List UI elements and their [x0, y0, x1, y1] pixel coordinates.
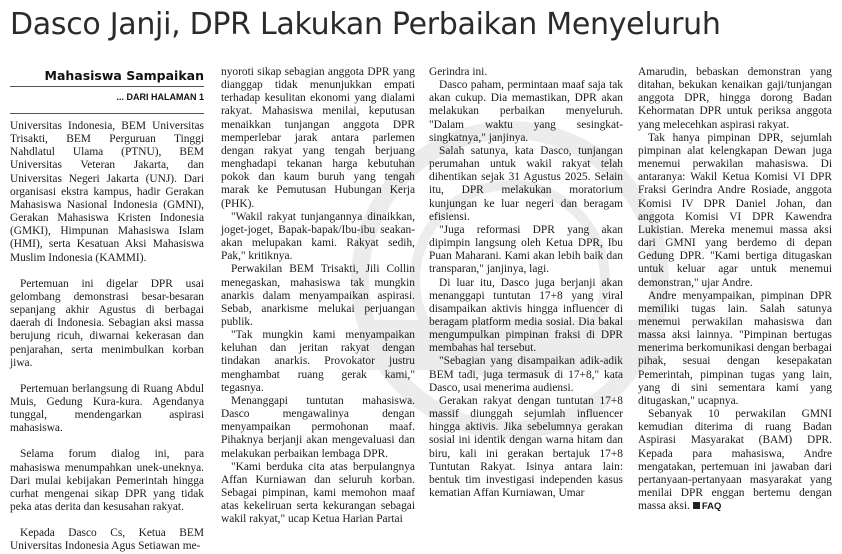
column-2: [221, 66, 415, 530]
jump-divider: [10, 113, 204, 114]
paragraph: Pertemuan ini digelar DPR usai gelombang demonstrasi besar-besaran sepanjang akhir Agustus di berbagai daerah di Indonesia. Sebagian aksi massa berujung ricuh, diwarnai kekerasan dan penjarahan, serta menimbulkan korban jiwa.: [10, 277, 204, 369]
paragraph: Universitas Indonesia, BEM Universitas Trisakti, BEM Perguruan Tinggi Nahdlatul Ulama (PTNU), BEM Universitas Veteran Jakarta, dan Universitas Negeri Jakarta (UNJ). Dari organisasi ekstra kampus, hadir Gerakan Mahasiswa Nasional Indonesia (GMNI), Gerakan Mahasiswa Kristen Indonesia (GMKI), Himpunan Mahasiswa Islam (HMI), serta Kesatuan Aksi Mahasiswa Muslim Indonesia (KAMMI).: [10, 120, 204, 264]
column-1: [10, 120, 204, 553]
paragraph: Selama forum dialog ini, para mahasiswa menumpahkan unek-uneknya. Dari mulai kebijakan Pemerintah hingga curhat mengenai sikap DPR yang tidak peka atas derita dan kesusahan rakyat.: [10, 448, 204, 514]
paragraph: Salah satunya, kata Dasco, tunjangan perumahan untuk wakil rakyat telah dihentikan sejak 31 Agustus 2025. Selain itu, DPR melakukan moratorium kunjungan ke luar negeri dan beragam efisiensi.: [429, 144, 623, 223]
paragraph: Menanggapi tuntutan mahasiswa. Dasco mengawalinya dengan menyampaikan permohonan maaf. Pihaknya berjanji akan mengevaluasi dan melakukan perbaikan lembaga DPR.: [221, 394, 415, 460]
kicker-divider: [10, 86, 204, 87]
paragraph: Pertemuan berlangsung di Ruang Abdul Muis, Gedung Kura-kura. Agendanya tunggal, mendengarkan aspirasi mahasiswa.: [10, 382, 204, 435]
author-signature: FAQ: [701, 501, 722, 513]
headline: Dasco Janji, DPR Lakukan Perbaikan Menyeluruh: [10, 7, 721, 42]
paragraph: "Sebagian yang disampaikan adik-adik BEM tadi, juga termasuk di 17+8," kata Dasco, usai menerima audiensi.: [429, 355, 623, 394]
paragraph: Gerakan rakyat dengan tuntutan 17+8 massif diunggah sejumlah influencer hingga aktivis. Jika sebelumnya gerakan sosial ini identik dengan warna hitam dan biru, kali ini gerakan bertajuk 17+8 Tuntutan Rakyat. Isinya antara lain: bentuk tim investigasi independen kasus kematian Affan Kurniawan, Umar: [429, 394, 623, 499]
paragraph: Amarudin, bebaskan demonstran yang ditahan, bekukan kenaikan gaji/tunjangan anggota DPR, hingga dorong Badan Kehormatan DPR untuk periksa anggota yang melecehkan aspirasi rakyat.: [638, 66, 832, 131]
paragraph: Tak hanya pimpinan DPR, sejumlah pimpinan alat kelengkapan Dewan juga menemui perwakilan mahasiswa. Di antaranya: Wakil Ketua Komisi VI DPR Fraksi Gerindra Andre Rosiade, anggota Komisi IV DPR Daniel Johan, dan anggota Komisi VI DPR Kawendra Lukistian. Mereka menemui massa aksi dari GMNI yang berdemo di depan Gedung DPR. "Kami bertiga ditugaskan untuk keluar agar untuk menemui demonstran," ujar Andre.: [638, 131, 832, 289]
paragraph: [638, 408, 832, 513]
paragraph: "Wakil rakyat tunjangannya dinaikkan, joget-joget, Bapak-bapak/Ibu-ibu seakan-akan melupakan kami. Rakyat sedih, Pak," kritiknya.: [221, 210, 415, 263]
paragraph: Kepada Dasco Cs, Ketua BEM Universitas Indonesia Agus Setiawan me-: [10, 527, 204, 553]
paragraph: Perwakilan BEM Trisakti, Jili Collin menegaskan, mahasiswa tak mungkin anarkis dalam menyampaikan aspirasi. Sebab, anarkisme melukai perjuangan publik.: [221, 263, 415, 328]
column-3: [429, 66, 623, 530]
paragraph: Gerindra ini.: [429, 66, 488, 78]
paragraph-text: Sebanyak 10 perwakilan GMNI kemudian diterima di ruang Badan Aspirasi Masyarakat (BAM) DPR. Kepada para mahasiswa, Andre mengatakan, pertemuan ini jawaban dari pertanyaan-pertanyaan masyarakat yang menilai DPR enggan bertemu dengan massa aksi.: [638, 408, 832, 513]
paragraph: Di luar itu, Dasco juga berjanji akan menanggapi tuntutan 17+8 yang viral disampaikan aktivis hingga influencer di beragam platform media sosial. Dia bakal mengumpulkan pimpinan fraksi di DPR membahas hal tersebut.: [429, 276, 623, 355]
column-4: [638, 66, 832, 530]
paragraph: Dasco paham, permintaan maaf saja tak akan cukup. Dia memastikan, DPR akan melakukan perbaikan menyeluruh. "Dalam waktu yang sesingkat-singkatnya," janjinya.: [429, 79, 623, 144]
kicker: Mahasiswa Sampaikan: [44, 68, 204, 83]
paragraph: nyoroti sikap sebagian anggota DPR yang dianggap tidak menunjukkan empati terhadap kesulitan ekonomi yang dialami rakyat. Mahasiswa menilai, keputusan menaikkan tunjangan anggota DPR memperlebar jarak antara parlemen dengan rakyat yang tengah berjuang menghadapi tekanan harga kebutuhan pokok dan kaum buruh yang tengah marak ke Pemutusan Hubungan Kerja (PHK).: [221, 66, 415, 210]
end-mark-icon: [693, 502, 700, 509]
paragraph: "Tak mungkin kami menyampaikan keluhan dan jeritan rakyat dengan tindakan anarkis. Provokator justru menghambat ruang gerak kami," tegasnya.: [221, 329, 415, 394]
paragraph: "Juga reformasi DPR yang akan dipimpin langsung oleh Ketua DPR, Ibu Puan Maharani. Kami akan lebih baik dan transparan," janjinya, lagi.: [429, 223, 623, 276]
jump-label: ... DARI HALAMAN 1: [116, 92, 204, 102]
paragraph: "Kami berduka cita atas berpulangnya Affan Kurniawan dan seluruh korban. Sebagai pimpinan, kami memohon maaf atas kekeliruan serta kekurangan sebagai wakil rakyat," ucap Ketua Harian Partai: [221, 460, 415, 526]
paragraph: Andre menyampaikan, pimpinan DPR memiliki tugas lain. Salah satunya menemui perwakilan mahasiswa dan massa aksi lainnya. "Pimpinan bertugas menerima berkomunikasi dengan berbagai pihak, sesuai dengan kesepakatan Pemerintah, pimpinan tugas yang lain, yang di sini sementara kami yang ditugaskan," ucapnya.: [638, 289, 832, 407]
